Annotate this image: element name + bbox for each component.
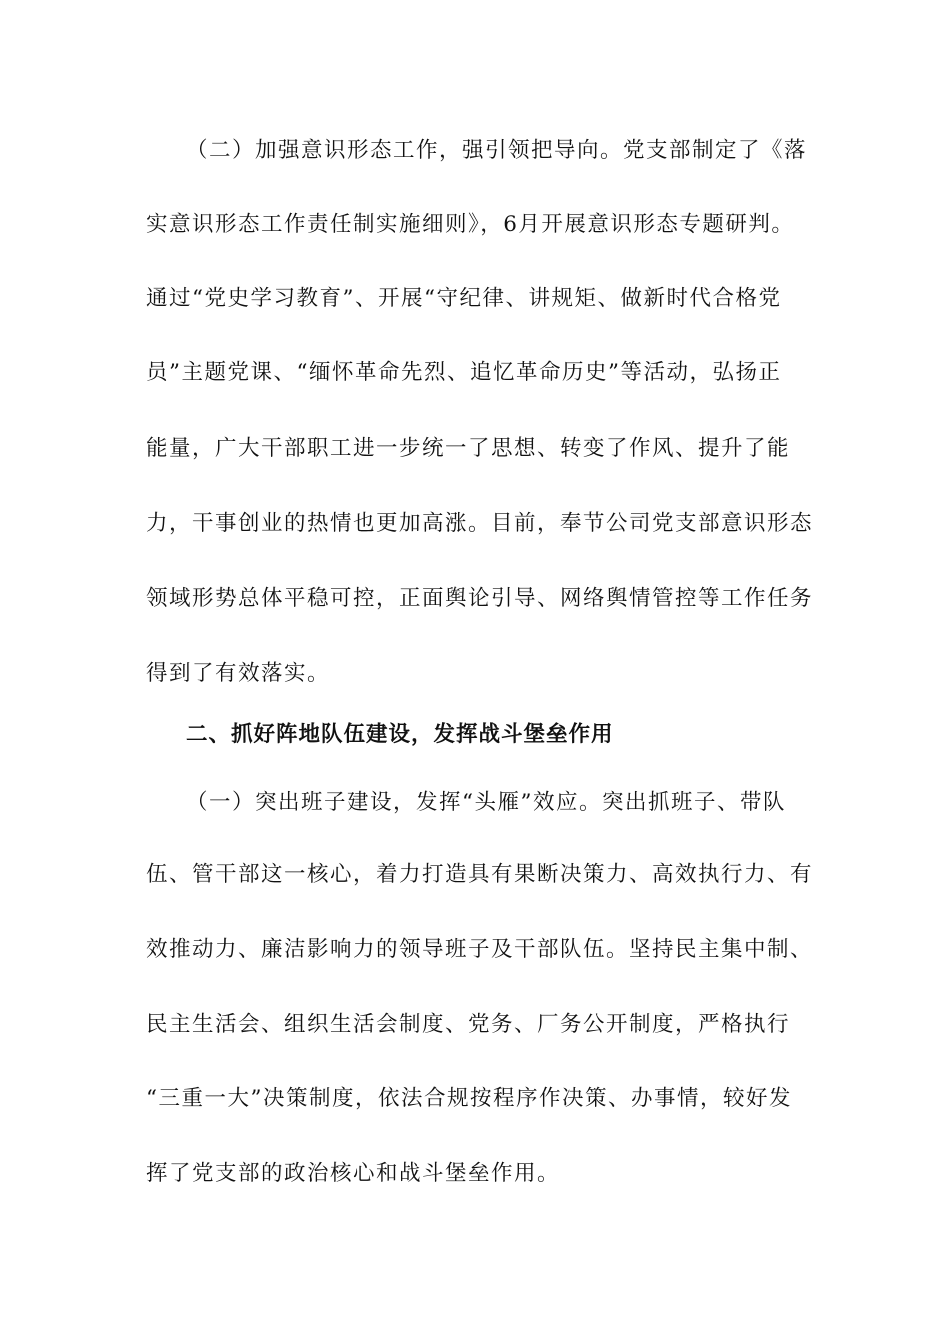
paragraph-2-line-7: 领域形势总体平稳可控，正面舆论引导、网络舆情管控等工作任务 bbox=[146, 586, 814, 611]
paragraph-2-line-5: 能量，广大干部职工进一步统一了思想、转变了作风、提升了能 bbox=[146, 436, 791, 461]
paragraph-2-line-3: 通过“党史学习教育”、开展“守纪律、讲规矩、做新时代合格党 bbox=[146, 286, 782, 311]
paragraph-2-line-4: 员”主题党课、“缅怀革命先烈、追忆革命历史”等活动，弘扬正 bbox=[146, 360, 782, 385]
paragraph-2-line-2: 实意识形态工作责任制实施细则》，6月开展意识形态专题研判。 bbox=[146, 212, 795, 237]
paragraph-2-line-1: （二）加强意识形态工作，强引领把导向。党支部制定了《落 bbox=[186, 138, 808, 163]
section-heading: 二、抓好阵地队伍建设，发挥战斗堡垒作用 bbox=[186, 722, 614, 747]
paragraph-3-line-6: 挥了党支部的政治核心和战斗堡垒作用。 bbox=[146, 1161, 561, 1186]
paragraph-3-line-1: （一）突出班子建设，发挥“头雁”效应。突出抓班子、带队 bbox=[186, 790, 786, 815]
paragraph-3-line-2: 伍、管干部这一核心，着力打造具有果断决策力、高效执行力、有 bbox=[146, 862, 814, 887]
paragraph-3-line-5: “三重一大”决策制度，依法合规按程序作决策、办事情，较好发 bbox=[146, 1086, 792, 1111]
paragraph-2-line-6: 力，干事创业的热情也更加高涨。目前，奉节公司党支部意识形态 bbox=[146, 511, 814, 536]
paragraph-3-line-3: 效推动力、廉洁影响力的领导班子及干部队伍。坚持民主集中制、 bbox=[146, 937, 814, 962]
paragraph-2-line-8: 得到了有效落实。 bbox=[146, 661, 331, 686]
paragraph-3-line-4: 民主生活会、组织生活会制度、党务、厂务公开制度，严格执行 bbox=[146, 1012, 791, 1037]
